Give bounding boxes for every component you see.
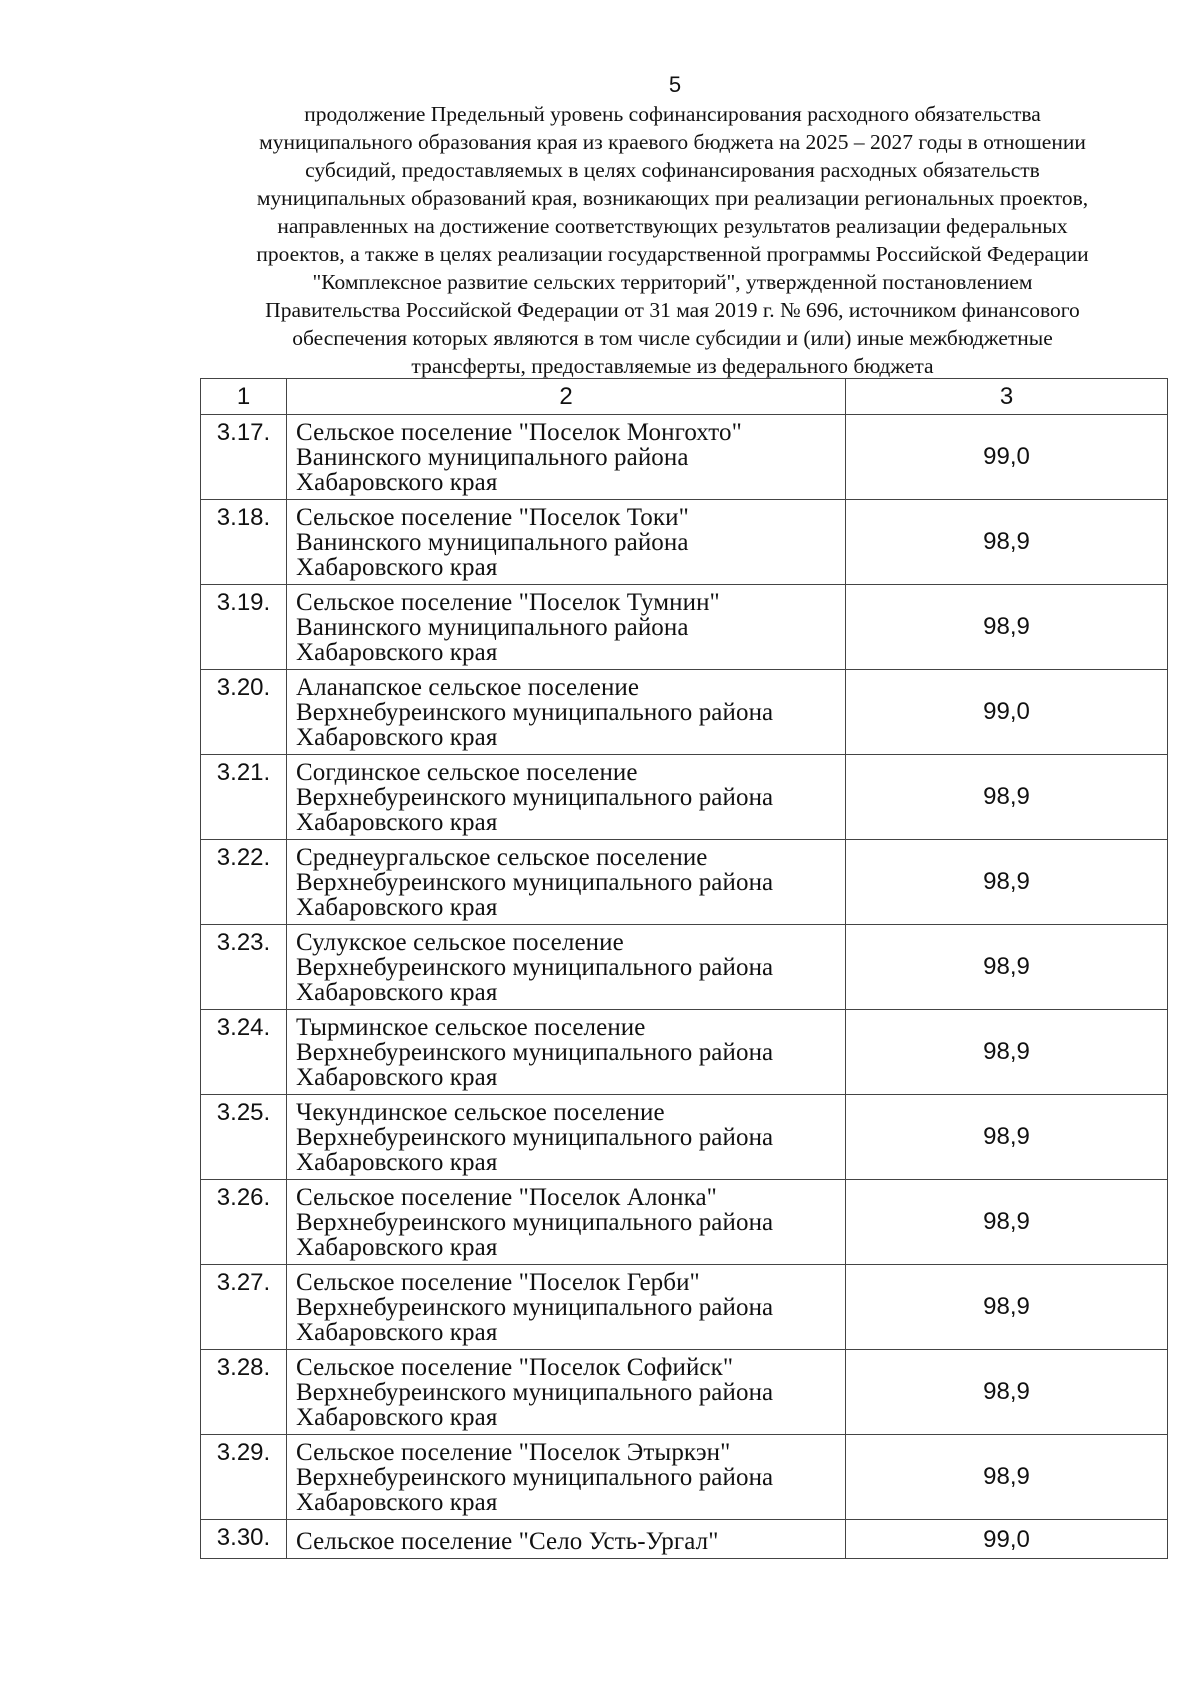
municipality-name-line: Верхнебуреинского муниципального района xyxy=(296,784,774,811)
municipality-name-line: Сулукское сельское поселение xyxy=(296,929,624,956)
cofinancing-level: 99,0 xyxy=(846,1520,1168,1559)
column-header-2: 2 xyxy=(287,379,846,415)
municipality-name-line: Аланапское сельское поселение xyxy=(296,674,640,701)
row-number: 3.17. xyxy=(201,415,287,500)
table-row xyxy=(201,1180,1168,1265)
table-row xyxy=(201,415,1168,500)
table-row xyxy=(201,755,1168,840)
municipality-name-line: Хабаровского края xyxy=(296,1404,498,1431)
cofinancing-level: 98,9 xyxy=(846,1095,1168,1180)
row-number: 3.18. xyxy=(201,500,287,585)
heading-line: Правительства Российской Федерации от 31 мая 2019 г. № 696, источником финансового xyxy=(265,298,1080,322)
cofinancing-level: 98,9 xyxy=(846,585,1168,670)
municipality-name-line: Верхнебуреинского муниципального района xyxy=(296,1464,774,1491)
municipality-name-line: Хабаровского края xyxy=(296,554,498,581)
table-row xyxy=(201,1435,1168,1520)
table-row xyxy=(201,1010,1168,1095)
table-row xyxy=(201,840,1168,925)
municipality-name-line: Верхнебуреинского муниципального района xyxy=(296,1039,774,1066)
municipality-name-line: Верхнебуреинского муниципального района xyxy=(296,1124,774,1151)
cofinancing-level: 98,9 xyxy=(846,755,1168,840)
municipality-name-line: Чекундинское сельское поселение xyxy=(296,1099,665,1126)
heading-line: муниципального образования края из краевого бюджета на 2025 – 2027 годы в отношении xyxy=(259,130,1086,154)
row-number: 3.28. xyxy=(201,1350,287,1435)
table-row xyxy=(201,585,1168,670)
table-row xyxy=(201,1095,1168,1180)
subsidy-table xyxy=(200,378,1168,1559)
municipality-name-line: Тырминское сельское поселение xyxy=(296,1014,646,1041)
row-number: 3.19. xyxy=(201,585,287,670)
table-body xyxy=(201,415,1168,1559)
heading-line: субсидий, предоставляемых в целях софинансирования расходных обязательств xyxy=(305,158,1040,182)
municipality-name-line: Хабаровского края xyxy=(296,809,498,836)
municipality-name-line: Верхнебуреинского муниципального района xyxy=(296,699,774,726)
row-number: 3.23. xyxy=(201,925,287,1010)
municipality-name-line: Хабаровского края xyxy=(296,724,498,751)
table-row xyxy=(201,1265,1168,1350)
heading-line: проектов, а также в целях реализации государственной программы Российской Федерации xyxy=(256,242,1089,266)
column-header-1: 1 xyxy=(201,379,287,415)
municipality-name-line: Сельское поселение "Поселок Токи" xyxy=(296,504,689,531)
municipality-name-line: Хабаровского края xyxy=(296,1149,498,1176)
row-number: 3.21. xyxy=(201,755,287,840)
table-row xyxy=(201,670,1168,755)
municipality-name-line: Верхнебуреинского муниципального района xyxy=(296,954,774,981)
cofinancing-level: 99,0 xyxy=(846,415,1168,500)
municipality-name xyxy=(287,1350,846,1435)
municipality-name xyxy=(287,415,846,500)
municipality-name-line: Хабаровского края xyxy=(296,469,498,496)
heading-line: обеспечения которых являются в том числе субсидии и (или) иные межбюджетные xyxy=(292,326,1053,350)
heading-line: "Комплексное развитие сельских территорий", утвержденной постановлением xyxy=(312,270,1033,294)
row-number: 3.26. xyxy=(201,1180,287,1265)
municipality-name xyxy=(287,585,846,670)
municipality-name-line: Среднеургальское сельское поселение xyxy=(296,844,708,871)
municipality-name-line: Хабаровского края xyxy=(296,1489,498,1516)
cofinancing-level: 98,9 xyxy=(846,1350,1168,1435)
municipality-name-line: Сельское поселение "Село Усть-Ургал" xyxy=(296,1528,719,1555)
municipality-name xyxy=(287,1265,846,1350)
municipality-name-line: Сельское поселение "Поселок Софийск" xyxy=(296,1354,734,1381)
column-header-3: 3 xyxy=(846,379,1168,415)
municipality-name-line: Сельское поселение "Поселок Монгохто" xyxy=(296,419,742,446)
municipality-name-line: Сельское поселение "Поселок Алонка" xyxy=(296,1184,717,1211)
municipality-name-line: Хабаровского края xyxy=(296,894,498,921)
municipality-name xyxy=(287,1520,846,1559)
municipality-name-line: Хабаровского края xyxy=(296,1319,498,1346)
municipality-name-line: Ванинского муниципального района xyxy=(296,444,689,471)
row-number: 3.30. xyxy=(201,1520,287,1559)
municipality-name-line: Хабаровского края xyxy=(296,1234,498,1261)
municipality-name xyxy=(287,840,846,925)
municipality-name-line: Сельское поселение "Поселок Герби" xyxy=(296,1269,700,1296)
heading-line: муниципальных образований края, возникающих при реализации региональных проектов, xyxy=(256,186,1089,210)
municipality-name xyxy=(287,1435,846,1520)
cofinancing-level: 98,9 xyxy=(846,1265,1168,1350)
municipality-name-line: Верхнебуреинского муниципального района xyxy=(296,869,774,896)
municipality-name-line: Ванинского муниципального района xyxy=(296,529,689,556)
table-heading xyxy=(190,100,1155,380)
municipality-name-line: Верхнебуреинского муниципального района xyxy=(296,1294,774,1321)
municipality-name xyxy=(287,1180,846,1265)
row-number: 3.22. xyxy=(201,840,287,925)
municipality-name xyxy=(287,670,846,755)
municipality-name-line: Сельское поселение "Поселок Этыркэн" xyxy=(296,1439,731,1466)
municipality-name xyxy=(287,1095,846,1180)
municipality-name-line: Хабаровского края xyxy=(296,639,498,666)
row-number: 3.25. xyxy=(201,1095,287,1180)
municipality-name xyxy=(287,755,846,840)
cofinancing-level: 98,9 xyxy=(846,1010,1168,1095)
municipality-name xyxy=(287,500,846,585)
municipality-name xyxy=(287,925,846,1010)
municipality-name-line: Хабаровского края xyxy=(296,979,498,1006)
municipality-name-line: Хабаровского края xyxy=(296,1064,498,1091)
cofinancing-level: 98,9 xyxy=(846,1435,1168,1520)
cofinancing-level: 98,9 xyxy=(846,500,1168,585)
cofinancing-level: 99,0 xyxy=(846,670,1168,755)
table-row xyxy=(201,500,1168,585)
municipality-name-line: Верхнебуреинского муниципального района xyxy=(296,1209,774,1236)
municipality-name-line: Сельское поселение "Поселок Тумнин" xyxy=(296,589,720,616)
cofinancing-level: 98,9 xyxy=(846,840,1168,925)
municipality-name-line: Ванинского муниципального района xyxy=(296,614,689,641)
table-row xyxy=(201,925,1168,1010)
row-number: 3.20. xyxy=(201,670,287,755)
row-number: 3.24. xyxy=(201,1010,287,1095)
cofinancing-level: 98,9 xyxy=(846,925,1168,1010)
municipality-name-line: Верхнебуреинского муниципального района xyxy=(296,1379,774,1406)
heading-line: направленных на достижение соответствующих результатов реализации федеральных xyxy=(277,214,1068,238)
row-number: 3.29. xyxy=(201,1435,287,1520)
heading-line: трансферты, предоставляемые из федерального бюджета xyxy=(411,354,934,378)
table-row xyxy=(201,1520,1168,1559)
cofinancing-level: 98,9 xyxy=(846,1180,1168,1265)
table-header-row xyxy=(201,379,1168,415)
municipality-name xyxy=(287,1010,846,1095)
heading-line: продолжение Предельный уровень софинансирования расходного обязательства xyxy=(304,102,1041,126)
municipality-name-line: Согдинское сельское поселение xyxy=(296,759,638,786)
row-number: 3.27. xyxy=(201,1265,287,1350)
table-row xyxy=(201,1350,1168,1435)
page-number: 5 xyxy=(668,72,682,97)
